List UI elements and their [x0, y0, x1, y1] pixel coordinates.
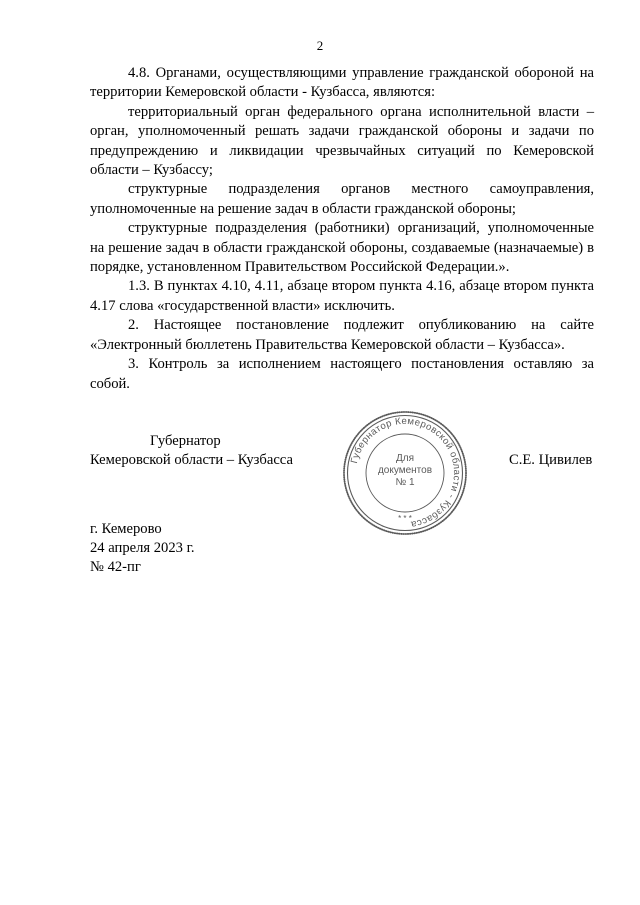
paragraph-2: 2. Настоящее постановление подлежит опубликованию на сайте «Электронный бюллетень Правительства Кемеровской области – Кузбасса».	[90, 317, 594, 353]
paragraph-4-8: 4.8. Органами, осуществляющими управление гражданской обороной на территории Кемеровской области - Кузбасса, являются:	[90, 65, 594, 101]
document-body	[90, 64, 594, 394]
document-footer	[90, 520, 195, 577]
footer-number: № 42-пг	[90, 559, 141, 575]
stamp-stars: * * *	[398, 514, 412, 523]
signature-title-line2: Кемеровской области – Кузбасса	[90, 452, 293, 468]
paragraph-3: 3. Контроль за исполнением настоящего постановления оставляю за собой.	[90, 356, 594, 392]
stamp-inner-line1: Для	[395, 453, 415, 464]
signature-title	[90, 432, 293, 470]
footer-date: 24 апреля 2023 г.	[90, 540, 195, 556]
page-number: 2	[316, 38, 324, 53]
footer-city: г. Кемерово	[90, 521, 162, 537]
stamp-inner-line3: № 1	[395, 477, 415, 488]
signatory-name: С.Е. Цивилев	[509, 452, 593, 468]
paragraph-territorial-organ: территориальный орган федерального органа исполнительной власти – орган, уполномоченный решать задачи гражданской обороны и задачи по предупреждению и ликвидации чрезвычайных ситуаций по Кемеровской области – Кузбассу;	[90, 103, 594, 179]
stamp-outer-text: Губернатор Кемеровской области - Кузбасса	[349, 415, 463, 530]
paragraph-1-3: 1.3. В пунктах 4.10, 4.11, абзаце втором пункта 4.16, абзаце втором пункта 4.17 слова «государственной власти» исключить.	[90, 278, 594, 314]
paragraph-local-government: структурные подразделения органов местного самоуправления, уполномоченные на решение задач в области гражданской обороны;	[90, 181, 594, 217]
signature-title-line1: Губернатор	[150, 433, 221, 449]
official-stamp	[341, 409, 469, 537]
paragraph-organizations: структурные подразделения (работники) организаций, уполномоченные на решение задач в области гражданской обороны, создаваемые (назначаемые) в порядке, установленном Правительством Российской Федерации.».	[90, 220, 594, 276]
stamp-inner-line2: документов	[377, 465, 433, 476]
